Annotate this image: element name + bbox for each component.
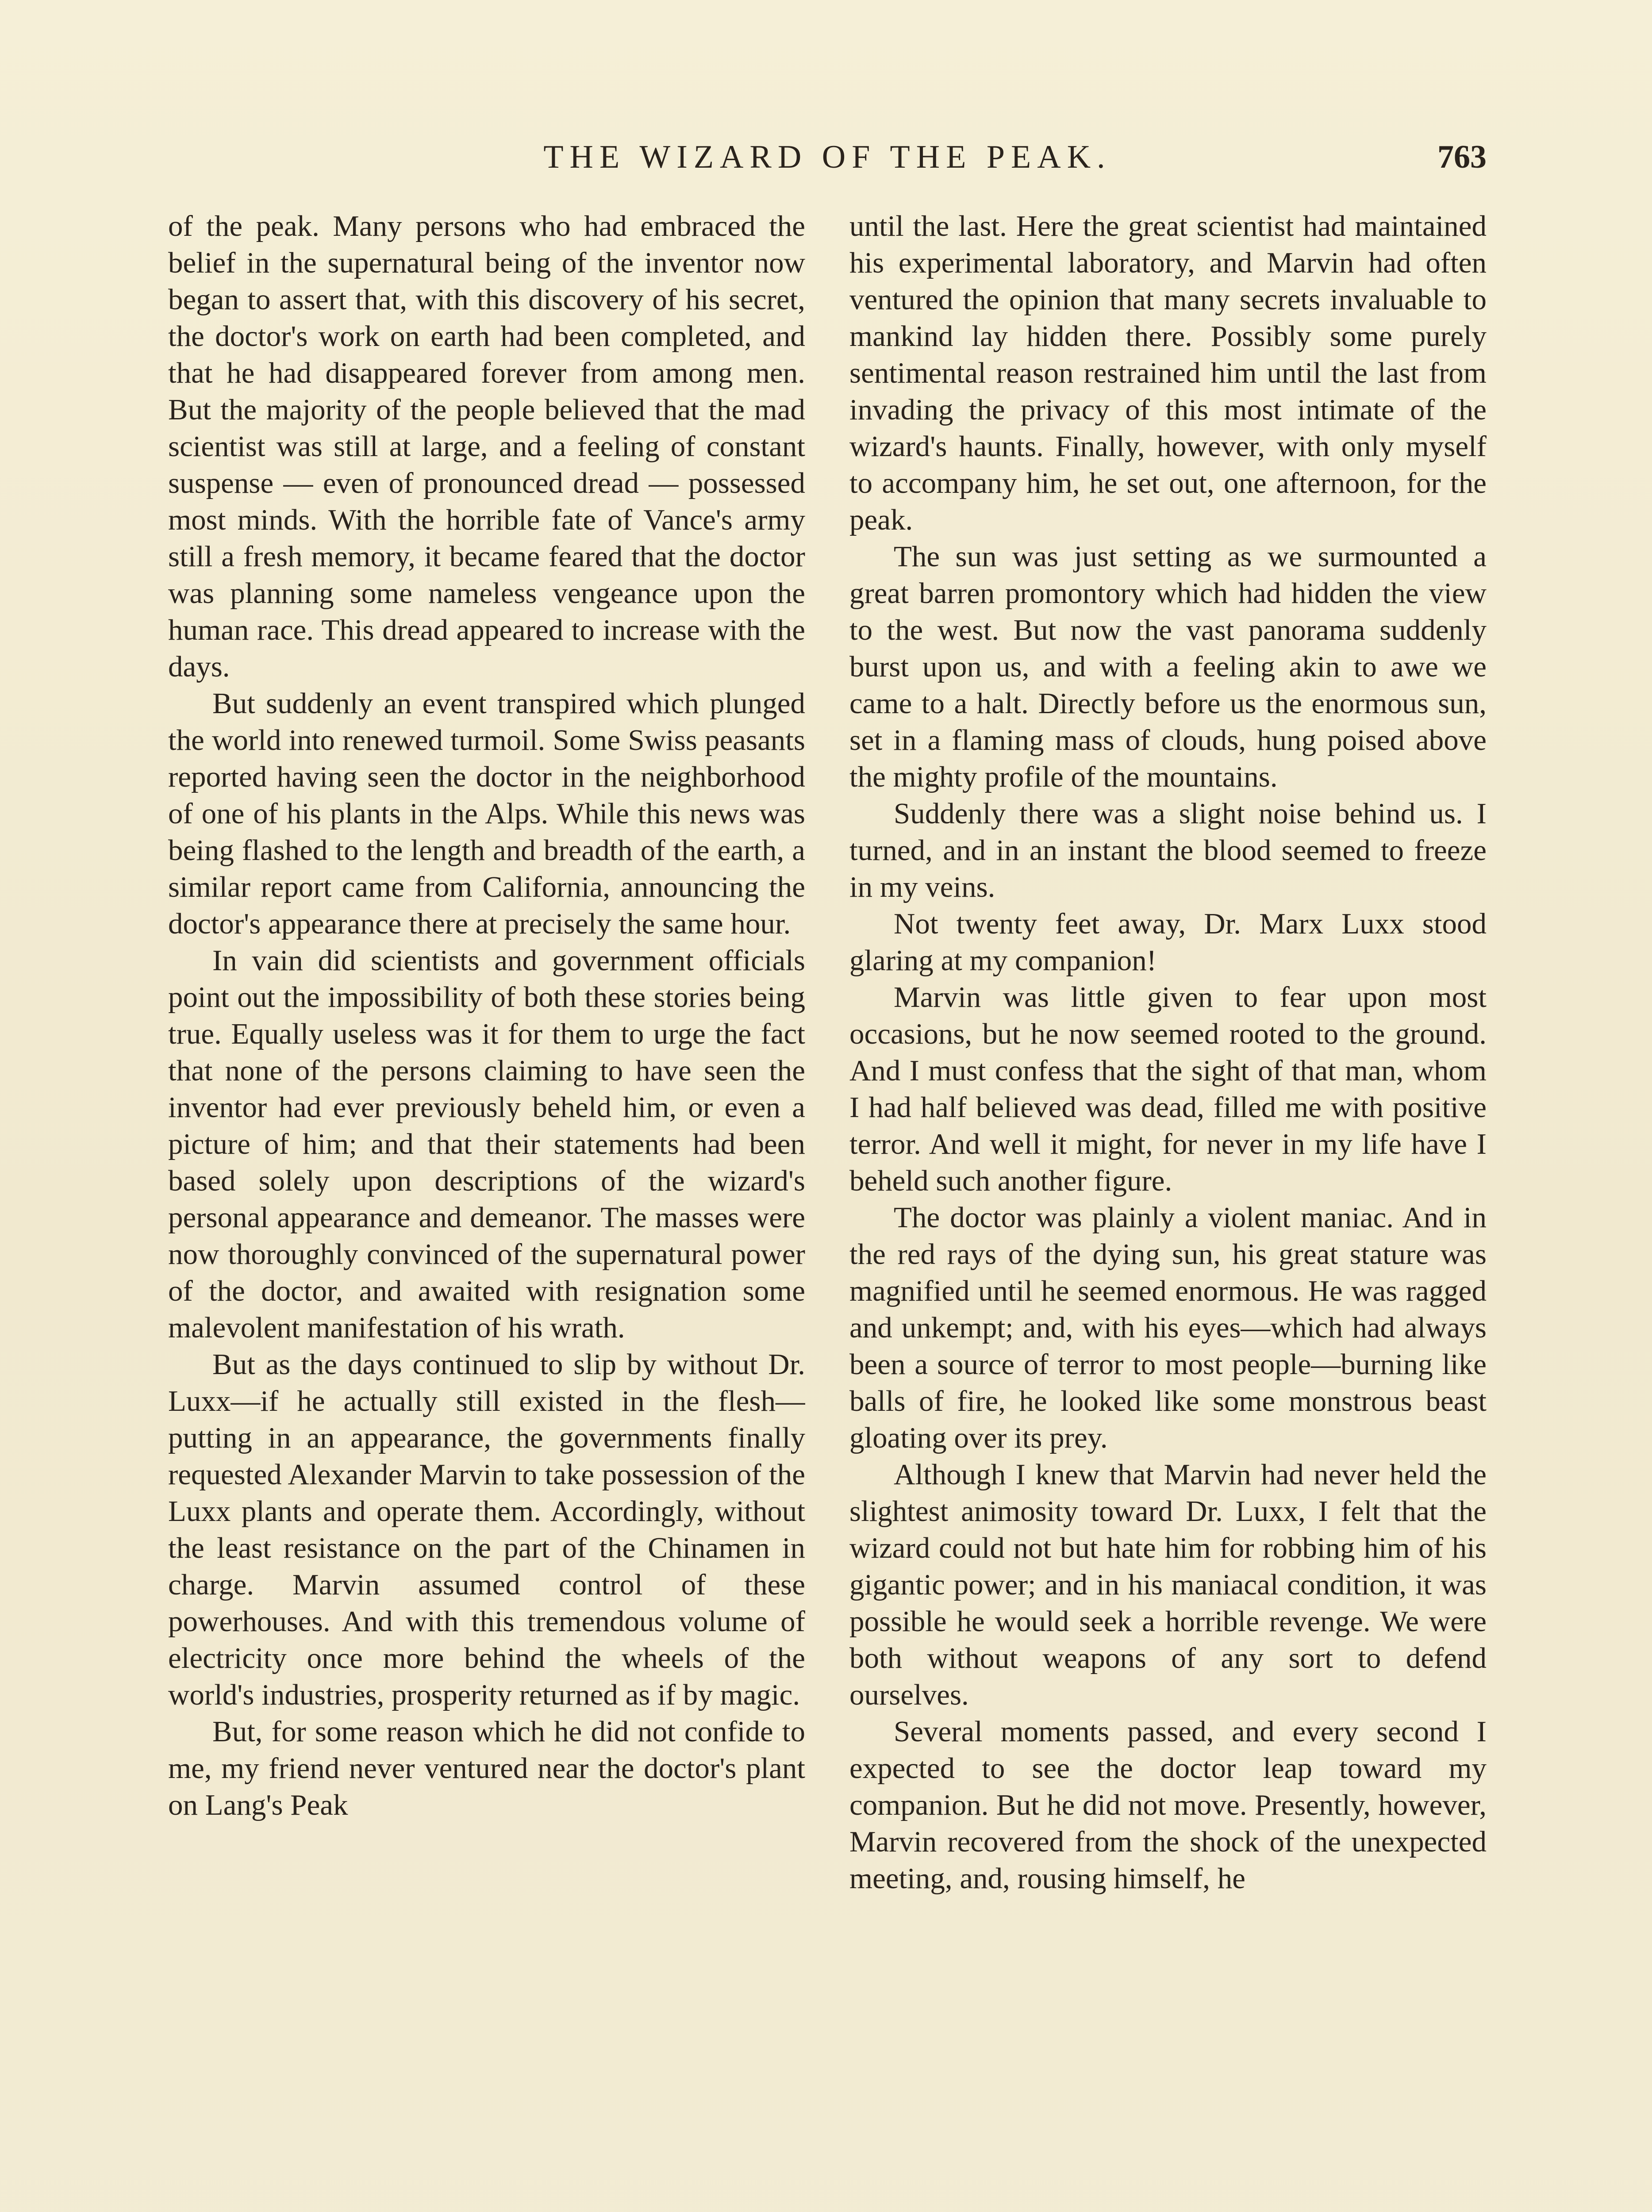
paragraph: Several moments passed, and every second I expected to see the doctor leap toward my companion. But he did not move. Presently, however, Marvin recovered from the shock of the unexpected meeting, and, rousing himself, he xyxy=(849,1715,1487,1895)
paragraph: of the peak. Many persons who had embraced the belief in the supernatural being of the inventor now began to assert that, with this discovery of his secret, the doctor's work on earth had been completed, and that he had disappeared forever from among men. But the majority of the people believed that the mad scientist was still at large, and a feeling of constant suspense — even of pronounced dread — possessed most minds. With the horrible fate of Vance's army still a fresh memory, it became feared that the doctor was planning some nameless vengeance upon the human race. This dread appeared to increase with the days. xyxy=(168,210,805,683)
paragraph: The sun was just setting as we surmounted a great barren promontory which had hidden the view to the west. But now the vast panorama suddenly burst upon us, and with a feeling akin to awe we came to a halt. Directly before us the enormous sun, set in a flaming mass of clouds, hung poised above the mighty profile of the mountains. xyxy=(849,540,1487,793)
paragraph: until the last. Here the great scientist had maintained his experimental laboratory, and Marvin had often ventured the opinion that many secrets invaluable to mankind lay hidden there. Possibly some purely sentimental reason restrained him until the last from invading the privacy of this most intimate of the wizard's haunts. Finally, however, with only myself to accompany him, he set out, one afternoon, for the peak. xyxy=(849,210,1487,536)
running-title: THE WIZARD OF THE PEAK. xyxy=(543,139,1111,175)
left-column xyxy=(168,208,805,2212)
page-header xyxy=(168,133,1487,181)
paragraph: Not twenty feet away, Dr. Marx Luxx stood glaring at my companion! xyxy=(849,907,1487,977)
paragraph: But as the days continued to slip by without Dr. Luxx—if he actually still existed in the flesh—putting in an appearance, the governments finally requested Alexander Marvin to take possession of the Luxx plants and operate them. Accordingly, without the least resistance on the part of the Chinamen in charge. Marvin assumed control of these powerhouses. And with this tremendous volume of electricity once more behind the wheels of the world's industries, prosperity returned as if by magic. xyxy=(168,1348,805,1711)
paragraph: But suddenly an event transpired which plunged the world into renewed turmoil. Some Swiss peasants reported having seen the doctor in the neighborhood of one of his plants in the Alps. While this news was being flashed to the length and breadth of the earth, a similar report came from California, announcing the doctor's appearance there at precisely the same hour. xyxy=(168,687,805,940)
text-columns xyxy=(168,208,1487,2212)
paragraph: The doctor was plainly a violent maniac. And in the red rays of the dying sun, his great stature was magnified until he seemed enormous. He was ragged and unkempt; and, with his eyes—which had always been a source of terror to most people—burning like balls of fire, he looked like some monstrous beast gloating over its prey. xyxy=(849,1201,1487,1454)
paragraph: Suddenly there was a slight noise behind us. I turned, and in an instant the blood seemed to freeze in my veins. xyxy=(849,797,1487,903)
paragraph: Although I knew that Marvin had never held the slightest animosity toward Dr. Luxx, I felt that the wizard could not but hate him for robbing him of his gigantic power; and in his maniacal condition, it was possible he would seek a horrible revenge. We were both without weapons of any sort to defend ourselves. xyxy=(849,1458,1487,1711)
right-column xyxy=(849,208,1487,2212)
page-number: 763 xyxy=(1437,139,1487,175)
paragraph: In vain did scientists and government officials point out the impossibility of both these stories being true. Equally useless was it for them to urge the fact that none of the persons claiming to have seen the inventor had ever previously beheld him, or even a picture of him; and that their statements had been based solely upon descriptions of the wizard's personal appearance and demeanor. The masses were now thoroughly convinced of the supernatural power of the doctor, and awaited with resignation some malevolent manifestation of his wrath. xyxy=(168,944,805,1344)
paragraph: But, for some reason which he did not confide to me, my friend never ventured near the doctor's plant on Lang's Peak xyxy=(168,1715,805,1821)
paragraph: Marvin was little given to fear upon most occasions, but he now seemed rooted to the ground. And I must confess that the sight of that man, whom I had half believed was dead, filled me with positive terror. And well it might, for never in my life have I beheld such another figure. xyxy=(849,981,1487,1197)
